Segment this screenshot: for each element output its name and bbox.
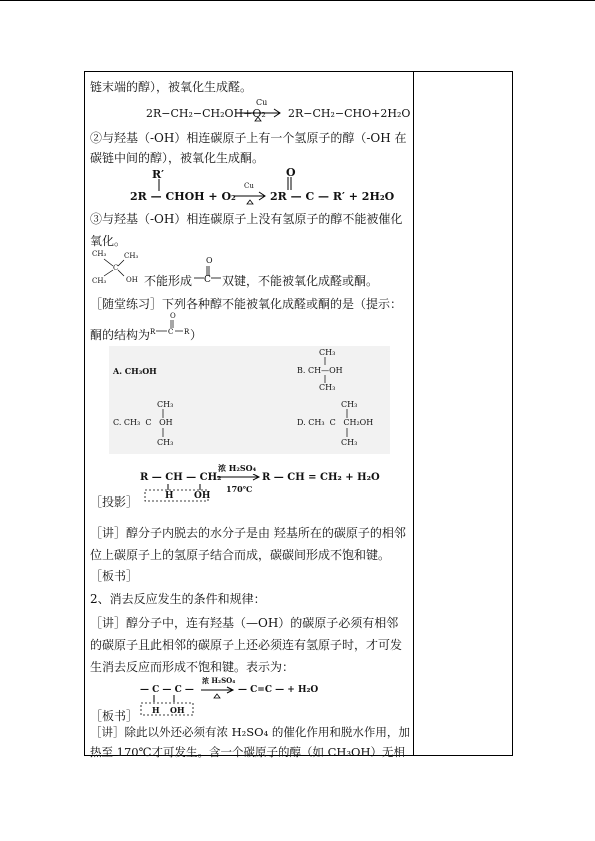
option-b-ch3-bottom: CH₃ — [319, 383, 336, 392]
eq2-arrow — [234, 191, 268, 205]
ketone-hint-suffix: ） — [190, 328, 203, 342]
svg-text:R: R — [150, 328, 156, 336]
ketone-structure — [150, 320, 190, 340]
option-d-ch3-top: CH₃ — [341, 400, 358, 409]
tert-oh: OH — [126, 276, 138, 284]
carbonyl-group-figure — [194, 264, 222, 286]
eq2-condition: Cu — [244, 182, 254, 190]
tert-carbon: C — [113, 264, 119, 272]
projection-label: ［投影］ — [90, 495, 139, 509]
tert-ch3-a: CH₃ — [92, 250, 107, 258]
tert-ch3-b: CH₃ — [124, 252, 139, 260]
tert-ch3-c: CH₃ — [92, 277, 107, 285]
lecture-1: ［讲］醇分子内脱去的水分子是由 羟基所在的碳原子的相邻位上碳原子上的氢原子结合而成，碳碳间形成不饱和键。 — [90, 526, 406, 562]
svg-text:C: C — [204, 275, 211, 285]
option-d-ch3-bottom: CH₃ — [341, 438, 358, 447]
option-c-ch3-top: CH₃ — [157, 400, 174, 409]
equation-aldehyde — [146, 98, 411, 126]
tert-text-2: 双键，不能被氧化成醛或酮。 — [222, 274, 379, 288]
eq2-double-bond — [285, 177, 295, 191]
gen-product: — C=C — + H₂O — [238, 685, 319, 695]
dehyd-condition: 浓 H₂SO₄ — [218, 463, 257, 473]
eq1-products: 2R−CH₂−CHO+2H₂O — [288, 107, 411, 120]
option-d[interactable]: D. CH₃ C CH₂OH — [297, 418, 374, 427]
dehyd-product: R — CH = CH₂ + H₂O — [262, 472, 380, 483]
option-a[interactable]: A. CH₃OH — [113, 366, 157, 376]
board-label-1: ［板书］ — [90, 569, 139, 583]
eq2-oxygen: O — [286, 166, 296, 179]
lecture-3: ［讲］除此以外还必须有浓 H₂SO₄ 的催化作用和脱水作用，加热至 170℃才可发生。含一个碳原子的醇（如 CH₃OH）无相 — [90, 725, 410, 759]
tert-text-1: 不能形成 — [144, 274, 193, 288]
dehyd-temperature: 170℃ — [226, 484, 253, 494]
table-column-divider — [413, 71, 414, 756]
option-c-ch3-bottom: CH₃ — [157, 438, 174, 447]
gen-bond-box — [140, 694, 196, 718]
tert-bonds — [100, 256, 136, 280]
board-label-2: ［板书］ — [90, 709, 139, 723]
paragraph-secondary-alcohol: ②与羟基（-OH）相连碳原子上有一个氢原子的醇（-OH 在碳链中间的醇），被氧化生成酮。 — [90, 131, 407, 165]
options-figure — [109, 346, 390, 454]
option-b-ch3-top: CH₃ — [319, 348, 336, 357]
practice-prompt: ［随堂练习］下列各种醇不能被氧化成醛或酮的是（提示： — [90, 297, 403, 311]
dehyd-reactant: R — CH — CH₂ — [140, 472, 222, 483]
ketone-hint — [90, 312, 290, 342]
gen-reactant: — C — C — — [140, 685, 194, 695]
ketone-hint-prefix: 酮的结构为 — [90, 328, 151, 342]
text-line-1: 链末端的醇），被氧化生成醛。 — [90, 80, 253, 94]
gen-condition: 浓 H₂SO₄ — [202, 676, 236, 685]
equation-dehydration — [140, 460, 410, 502]
dehyd-arrow — [216, 474, 262, 482]
equation-general-elimination — [140, 678, 400, 718]
dehyd-h: H — [165, 491, 174, 501]
gen-h: H — [152, 705, 160, 715]
option-c[interactable]: C. CH₃ C OH — [113, 418, 173, 427]
eq1-arrow — [234, 108, 284, 122]
svg-text:C: C — [168, 328, 174, 336]
gen-oh: OH — [170, 705, 185, 715]
carbonyl-oxygen: O — [206, 256, 213, 265]
ketone-oxygen: O — [170, 312, 176, 320]
eq2-reactants: 2R — CHOH + O₂ — [130, 190, 236, 203]
section-2-title: 2、消去反应发生的条件和规律： — [90, 592, 266, 606]
eq1-reactants: 2R−CH₂−CH₂OH+O₂ — [146, 107, 266, 120]
paragraph-tertiary-alcohol: ③与羟基（-OH）相连碳原子上没有氢原子的醇不能被催化氧化。 — [90, 212, 403, 248]
lecture-2: ［讲］醇分子中，连有羟基（—OH）的碳原子必须有相邻的碳原子且此相邻的碳原子上还必须连有氢原子时，才可发生消去反应而形成不饱和键。表示为： — [90, 616, 403, 674]
header-rule — [0, 0, 595, 1]
gen-arrow — [200, 686, 236, 700]
eq2-r-prime: R′ — [152, 168, 165, 181]
dehyd-oh: OH — [194, 491, 211, 501]
eq1-condition: Cu — [256, 98, 268, 107]
option-b[interactable]: B. CH—OH — [297, 366, 343, 375]
svg-text:R: R — [184, 328, 190, 336]
eq2-products: 2R — C — R′ + 2H₂O — [270, 190, 395, 203]
tertiary-alcohol-figure — [92, 250, 412, 290]
